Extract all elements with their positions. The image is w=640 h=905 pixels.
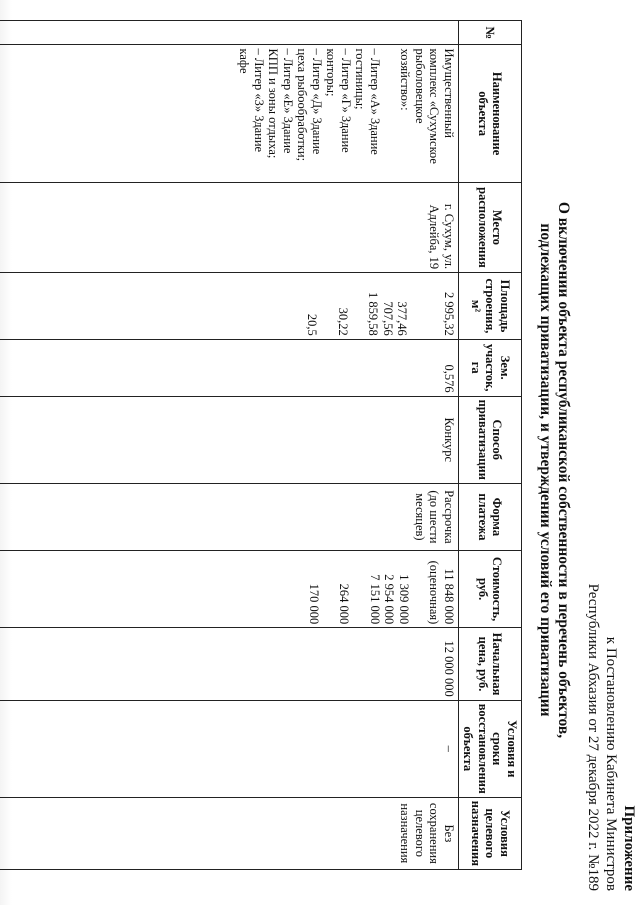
area-item-4: 30,22 <box>336 307 350 336</box>
object-item-1: – Литер «А» Здание гостиницы; <box>353 48 382 158</box>
cell-place: г. Сухум, ул. Адлейба, 19 <box>0 182 459 272</box>
cost-item-5: 170 000 <box>307 583 321 625</box>
header-method: Способ приватизации <box>459 396 522 483</box>
area-item-5: 20,5 <box>305 313 320 336</box>
cost-item-2: 2 954 000 <box>382 574 397 625</box>
cost-total: 11 848 000 (оценочная) <box>427 560 456 628</box>
privatization-table <box>0 20 522 870</box>
header-start-price: Начальная цена, руб. <box>459 628 522 700</box>
header-place: Место расположения <box>459 182 522 272</box>
header-name: Наименование объекта <box>459 45 522 182</box>
appendix-line-2: Республики Абхазия от 27 декабря 2022 г. №189 <box>585 583 601 891</box>
header-purpose: Условия целевого назначения <box>459 797 522 869</box>
header-area: Площадь строения, м² <box>459 273 522 340</box>
object-item-5: – Литер «З» Здание кафе <box>237 48 266 156</box>
cell-land: 0,576 <box>0 339 459 396</box>
cost-item-1: 1 309 000 <box>397 574 411 625</box>
cell-name <box>0 45 459 182</box>
area-item-1: 377,46 <box>395 301 410 336</box>
appendix-header <box>584 584 638 891</box>
document-title-line-1: О включении объекта республиканской собственности в перечень объектов, <box>555 201 572 739</box>
table-row <box>0 21 459 870</box>
header-payment: Форма платежа <box>459 483 522 550</box>
cost-item-4: 264 000 <box>337 583 352 625</box>
cell-cost <box>0 550 459 627</box>
cell-num <box>0 21 459 45</box>
area-item-2: 707,56 <box>381 301 395 336</box>
header-restore: Условия и сроки восстановления объекта <box>459 700 522 797</box>
cell-restore: – <box>0 700 459 797</box>
header-cost: Стоимость, руб. <box>459 550 522 627</box>
header-num: № <box>459 21 522 45</box>
header-land: Зем. участок, га <box>459 339 522 396</box>
area-item-3: 1 859,58 <box>366 292 381 336</box>
object-item-4: – Литер «Е» Здание КПП и зоны отдыха; <box>266 48 295 159</box>
document-title <box>536 120 572 820</box>
object-name: Имущественный комплекс «Сухумское рыболовецкое хозяйство»: <box>398 48 456 168</box>
cell-start-price: 12 000 000 <box>0 628 459 700</box>
table-header-row <box>459 21 522 870</box>
cell-purpose: Без сохранения целевого назначения <box>0 797 459 869</box>
cell-payment: Рассрочка (до шести месяцев) <box>0 483 459 550</box>
object-item-3: – Литер «Д» Здание цеха рыбообработки; <box>295 48 324 162</box>
appendix-line-1: к Постановлению Кабинета Министров <box>603 636 619 891</box>
document-title-line-2: подлежащих приватизации, и утверждении условий его приватизации <box>537 223 554 717</box>
cell-area <box>0 273 459 340</box>
appendix-title: Приложение <box>621 805 637 891</box>
cell-method: Конкурс <box>0 396 459 483</box>
area-total: 2 995,32 <box>442 292 456 336</box>
object-item-2: – Литер «Г» Здание конторы; <box>324 48 353 156</box>
cost-item-3: 7 151 000 <box>368 574 382 625</box>
